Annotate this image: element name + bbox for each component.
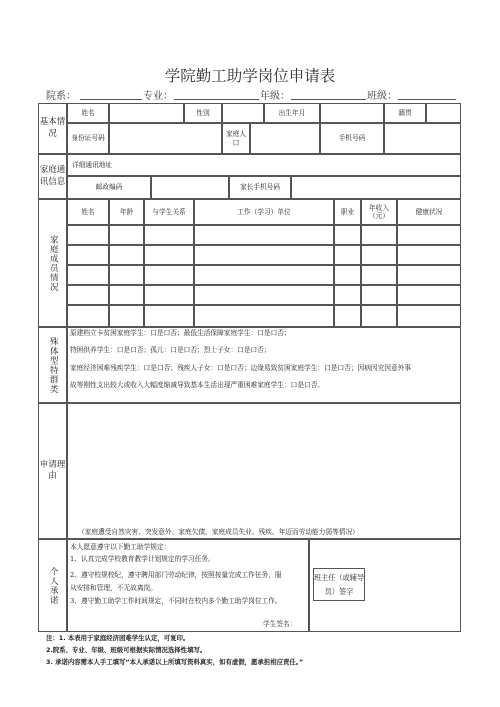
address-label[interactable]: 详细通讯地址 [67,154,461,176]
parent-phone-label: 家长手机号码 [229,176,291,199]
special-line-1[interactable]: 原建档立卡贫困家庭学生：口是口否；最低生活保障家庭学生：口是口否； [70,329,291,337]
name-label: 姓名 [67,103,109,123]
family-cell-r4-c4[interactable] [194,285,334,305]
family-cell-r1-c3[interactable] [144,225,194,245]
family-cell-r5-c6[interactable] [361,305,397,327]
family-section-label: 家庭成员情况 [38,199,67,327]
family-cell-r4-c3[interactable] [144,285,194,305]
gender-label: 性别 [184,103,222,123]
origin-label: 籍贯 [384,103,426,123]
id-field[interactable] [109,123,222,154]
reason-hint: （家庭遭受自然灾害、突发意外、家庭欠债、家庭成员失业、残疾、年迈而劳动能力弱等情况） [78,528,359,536]
contact-section-label: 家庭通讯信息 [38,154,67,199]
family-cell-r1-c2[interactable] [109,225,144,245]
pledge-line-2: 1、认真完成学校教育教学计划规定的学习任务。 [70,555,215,563]
special-line-4[interactable]: 故等刚性支出较大或收入大幅度缩减导致基本生活出现严重困难家庭学生：口是口否。 [70,381,325,389]
pledge-section-label: 个人承诺 [38,539,67,632]
college-blank[interactable] [80,99,142,100]
note-1: 注：1. 本表用于家庭经济困难学生认定，可复印。 [46,634,190,642]
family-header-1: 姓名 [67,199,109,225]
family-cell-r1-c5[interactable] [334,225,361,245]
family-cell-r5-c4[interactable] [194,305,334,327]
family-cell-r3-c7[interactable] [397,265,461,285]
phone-field[interactable] [384,123,461,154]
special-line-2[interactable]: 特困供养学生：口是口否；孤儿：口是口否；烈士子女：口是口否； [70,346,271,354]
reason-section-label: 申请理由 [38,403,67,539]
special-section-label: 殊体型特群类 [38,327,67,403]
origin-field[interactable] [426,103,461,123]
family-cell-r2-c4[interactable] [194,245,334,265]
family-cell-r5-c3[interactable] [144,305,194,327]
family-header-3: 与学生关系 [144,199,194,225]
family-cell-r4-c2[interactable] [109,285,144,305]
student-signature-label[interactable]: 学生签名： [263,620,297,628]
pledge-line-1: 本人愿意遵守以下勤工助学规定： [70,543,171,551]
gender-field[interactable] [222,103,264,123]
family-cell-r5-c7[interactable] [397,305,461,327]
notes [46,633,466,669]
note-2: 2.院系、专业、年级、班级可根据实际情况选择性填写。 [46,645,207,654]
family-cell-r1-c1[interactable] [67,225,109,245]
family-header-4: 工作（学习）单位 [194,199,334,225]
family-cell-r5-c1[interactable] [67,305,109,327]
family-cell-r2-c2[interactable] [109,245,144,265]
class-blank[interactable] [398,99,456,100]
birth-label: 出生年月 [264,103,320,123]
class-label: 班级： [367,91,397,102]
reason-field[interactable] [67,403,461,539]
family-cell-r3-c5[interactable] [334,265,361,285]
header-fields [46,87,458,101]
family-cell-r4-c6[interactable] [361,285,397,305]
parent-phone-field[interactable] [291,176,461,199]
id-label: 身份证号码 [67,123,109,154]
family-cell-r3-c1[interactable] [67,265,109,285]
family-header-6: 年收入（元） [361,199,397,225]
family-count-label: 家庭人口 [222,123,250,154]
family-cell-r1-c4[interactable] [194,225,334,245]
special-group-box [67,327,461,403]
grade-label: 年级： [260,91,290,102]
family-cell-r2-c3[interactable] [144,245,194,265]
family-cell-r2-c5[interactable] [334,245,361,265]
family-cell-r4-c7[interactable] [397,285,461,305]
grade-blank[interactable] [291,99,366,100]
pledge-line-5: 3、遵守勤工助学工作时间规定，不同时在校内多个勤工助学岗位工作。 [70,597,282,605]
family-cell-r4-c1[interactable] [67,285,109,305]
phone-label: 手机号码 [320,123,384,154]
family-header-5: 职业 [334,199,361,225]
family-cell-r5-c5[interactable] [334,305,361,327]
pledge-line-3: 2、遵守校规校纪，遵守聘用部门劳动纪律，按照按量完成工作任务，服 [70,571,282,579]
pledge-line-4: 从安排和管理，不无故离岗。 [70,584,157,592]
major-label: 专业： [143,91,173,102]
family-header-2: 年龄 [109,199,144,225]
teacher-signature-label: 班主任（或辅导员）签字 [313,573,365,596]
family-cell-r1-c6[interactable] [361,225,397,245]
family-count-field[interactable] [250,123,320,154]
basic-section-label: 基本情况 [38,103,67,154]
family-header-7: 健康状况 [397,199,461,225]
family-cell-r3-c4[interactable] [194,265,334,285]
note-3: 3. 承诺内容需本人手工填写“本人承诺以上所填写资料真实，如有虚假，愿承担相应责任。” [46,657,304,666]
family-cell-r2-c7[interactable] [397,245,461,265]
college-label: 院系： [46,91,76,102]
postcode-label: 邮政编码 [67,176,151,199]
name-field[interactable] [109,103,184,123]
family-cell-r5-c2[interactable] [109,305,144,327]
major-blank[interactable] [174,99,259,100]
birth-field[interactable] [320,103,384,123]
teacher-signature-area[interactable] [309,539,461,632]
postcode-field[interactable] [151,176,229,199]
family-cell-r3-c6[interactable] [361,265,397,285]
form-title: 学院勤工助学岗位申请表 [164,67,336,85]
family-cell-r3-c2[interactable] [109,265,144,285]
family-cell-r2-c1[interactable] [67,245,109,265]
pledge-box [67,539,309,632]
family-cell-r3-c3[interactable] [144,265,194,285]
family-cell-r1-c7[interactable] [397,225,461,245]
family-cell-r2-c6[interactable] [361,245,397,265]
special-line-3[interactable]: 家庭经济困难残疾学生：口是口否；残疾人子女：口是口否；边缘易致贫困家庭学生：口是口否；因病因灾因意外事 [70,364,412,372]
family-cell-r4-c5[interactable] [334,285,361,305]
